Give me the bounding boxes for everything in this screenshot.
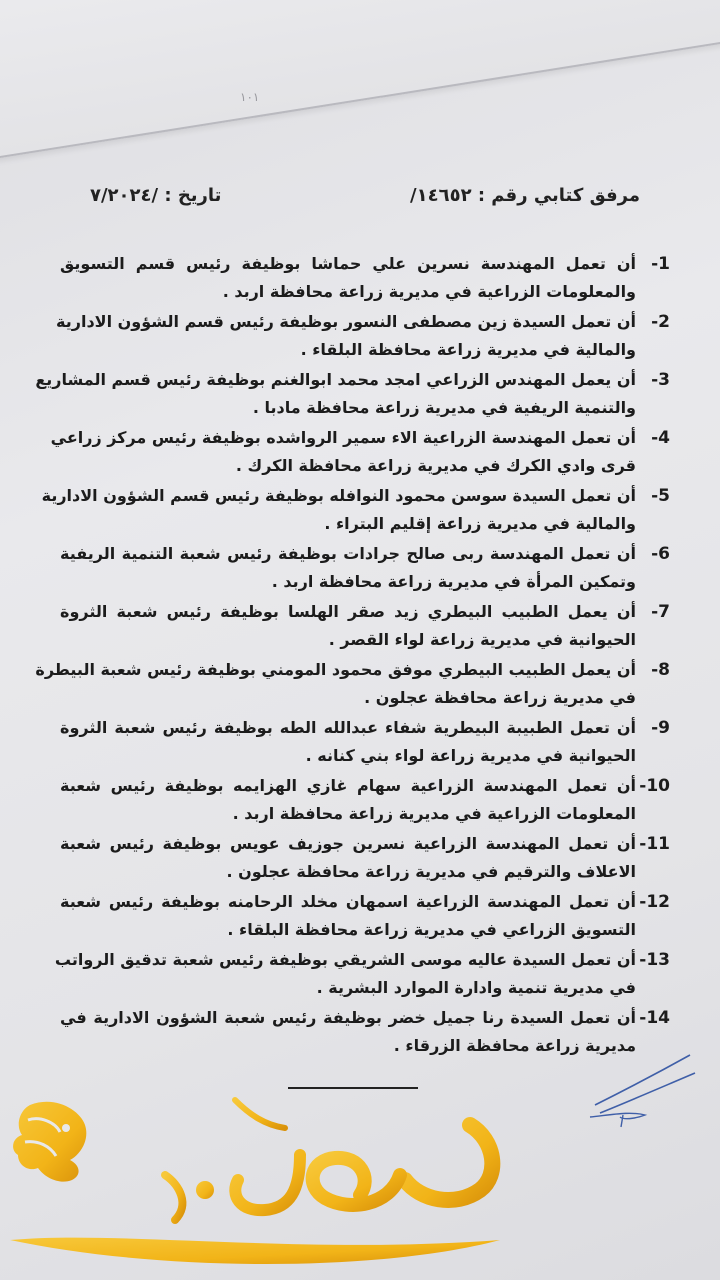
item-number: -9 (651, 718, 670, 738)
item-line-1: أن تعمل السيدة رنا جميل خضر بوظيفة رئيس شعبة الشؤون الادارية في (60, 1008, 636, 1027)
list-item (35, 366, 670, 424)
list-item (60, 598, 670, 656)
item-number: -6 (651, 544, 670, 564)
list-item (60, 714, 670, 772)
item-text (35, 366, 636, 422)
item-text (60, 714, 636, 770)
item-number: -1 (651, 254, 670, 274)
list-item (60, 830, 670, 888)
item-line-1: أن تعمل المهندسة ربى صالح جرادات بوظيفة رئيس شعبة التنمية الريفية (60, 544, 636, 563)
item-line-1: أن يعمل الطبيب البيطري زيد صقر الهلسا بوظيفة رئيس شعبة الثروة (60, 602, 636, 621)
item-text (60, 1004, 636, 1060)
item-line-2: قرى وادي الكرك في مديرية زراعة محافظة الكرك . (235, 456, 636, 475)
item-text (56, 308, 636, 364)
item-line-1: أن تعمل المهندسة الزراعية اسمهان مخلد الرحامنه بوظيفة رئيس شعبة (60, 892, 636, 911)
item-number: -5 (651, 486, 670, 506)
item-line-2: مديرية زراعة محافظة الزرقاء . (393, 1036, 636, 1055)
list-item (60, 250, 670, 308)
item-line-2: في مديرية زراعة محافظة عجلون . (364, 688, 636, 707)
attachment-reference: مرفق كتابي رقم : ١٤٦٥٢/ (410, 185, 640, 206)
list-item (50, 424, 670, 482)
list-item (41, 482, 670, 540)
item-line-2: الاعلاف والترقيم في مديرية زراعة محافظة عجلون . (226, 862, 636, 881)
item-line-1: أن تعمل المهندسة الزراعية نسرين جوزيف عويس بوظيفة رئيس شعبة (60, 834, 636, 853)
item-line-1: أن تعمل السيدة زين مصطفى النسور بوظيفة رئيس قسم الشؤون الادارية (56, 312, 636, 331)
emblem-icon (13, 1102, 86, 1182)
item-line-1: أن تعمل السيدة سوسن محمود النوافله بوظيفة رئيس قسم الشؤون الادارية (41, 486, 636, 505)
item-line-2: في مديرية تنمية وادارة الموارد البشرية . (316, 978, 636, 997)
item-text (42, 482, 636, 538)
item-number: -7 (651, 602, 670, 622)
item-number: -10 (639, 776, 670, 796)
item-text (60, 830, 636, 886)
item-text (60, 772, 636, 828)
item-number: -3 (651, 370, 670, 390)
item-text (60, 598, 636, 654)
item-line-2: والمالية في مديرية زراعة إقليم البتراء . (324, 514, 636, 533)
list-item (60, 772, 670, 830)
item-line-2: والمالية في مديرية زراعة محافظة البلقاء . (300, 340, 636, 359)
item-number: -11 (639, 834, 670, 854)
item-line-2: وتمكين المرأة في مديرية زراعة محافظة اربد . (271, 572, 636, 591)
list-item (54, 946, 670, 1004)
item-line-1: أن تعمل المهندسة الزراعية الاء سمير الرواشده بوظيفة رئيس مركز زراعي (50, 428, 636, 447)
item-line-2: الحيوانية في مديرية زراعة لواء بني كنانه . (305, 746, 636, 765)
item-number: -14 (639, 1008, 670, 1028)
item-line-2: الحيوانية في مديرية زراعة لواء القصر . (328, 630, 636, 649)
item-line-2: التسويق الزراعي في مديرية زراعة محافظة البلقاء . (227, 920, 636, 939)
item-text (60, 888, 636, 944)
item-line-1: أن تعمل المهندسة الزراعية سهام غازي الهزايمه بوظيفة رئيس شعبة (60, 776, 636, 795)
item-number: -12 (639, 892, 670, 912)
list-item (60, 540, 670, 598)
item-line-1: أن تعمل الطبيبة البيطرية شفاء عبدالله الطه بوظيفة رئيس شعبة الثروة (60, 718, 636, 737)
item-number: -13 (639, 950, 670, 970)
item-text (60, 540, 636, 596)
list-item (35, 656, 670, 714)
item-text (60, 250, 636, 306)
paper-fold (0, 0, 720, 160)
item-text (35, 656, 636, 712)
item-line-1: أن يعمل المهندس الزراعي امجد محمد ابوالغنم بوظيفة رئيس قسم المشاريع (35, 370, 636, 389)
item-number: -2 (651, 312, 670, 332)
item-text (55, 946, 636, 1002)
list-item (60, 888, 670, 946)
document-header (90, 185, 640, 219)
list-item (56, 308, 670, 366)
document-date: تاريخ : /٧/٢٠٢٤ (90, 185, 222, 206)
item-line-1: أن تعمل السيدة عاليه موسى الشريقي بوظيفة رئيس شعبة تدقيق الرواتب (54, 950, 636, 969)
item-line-1: أن يعمل الطبيب البيطري موفق محمود المومني بوظيفة رئيس شعبة البيطرة (35, 660, 636, 679)
ammon-news-logo-icon (0, 1080, 520, 1280)
item-line-2: والتنمية الريفية في مديرية زراعة محافظة مادبا . (252, 398, 636, 417)
appointment-list (35, 250, 670, 1062)
item-line-1: أن تعمل المهندسة نسرين علي حماشا بوظيفة رئيس قسم التسويق (60, 254, 636, 273)
item-number: -4 (651, 428, 670, 448)
item-text (51, 424, 636, 480)
item-line-2: والمعلومات الزراعية في مديرية زراعة محافظة اربد . (222, 282, 636, 301)
item-number: -8 (651, 660, 670, 680)
signature-scribble-icon (585, 1045, 700, 1135)
list-item (60, 1004, 670, 1062)
item-line-2: المعلومات الزراعية في مديرية زراعة محافظة اربد . (232, 804, 636, 823)
page-mark: ١٠١ (240, 90, 260, 104)
